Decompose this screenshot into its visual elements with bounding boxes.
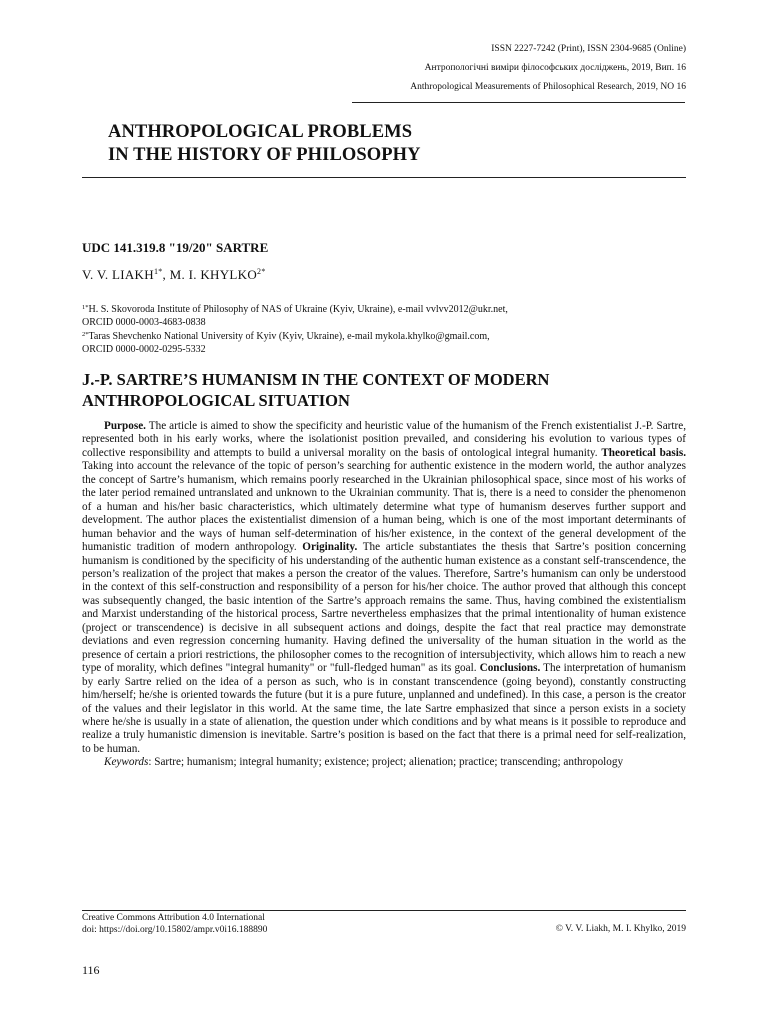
author-2-name: M. I. KHYLKO [169, 267, 258, 282]
license-text: Creative Commons Attribution 4.0 International [82, 913, 265, 923]
header-rule [352, 102, 685, 103]
affiliation-2-text: Taras Shevchenko National University of Kyiv (Kyiv, Ukraine), e-mail mykola.khylko@gmail.com, [88, 331, 490, 342]
author-separator: , [162, 267, 170, 282]
abstract-paragraph [82, 420, 686, 756]
article-title-line-2: ANTHROPOLOGICAL SITUATION [82, 391, 350, 410]
article-title [82, 369, 692, 411]
section-heading-line-2: IN THE HISTORY OF PHILOSOPHY [108, 145, 421, 165]
page-number: 116 [82, 963, 100, 977]
originality-text: The article substantiates the thesis that Sartre’s position concerning humanism is conditioned by the specificity of his understanding of the authentic human existence as a constant self-transcendence, the person’s realization of the project that makes a person the creator of the values. Therefore, Sartre’s humanism can only be understood in the context of this self-construction and responsibility of a person for his/her choice. The author proved that although this concept was subsequently changed, the basic intention of the Sartre’s approach remains the same. Thus, having combined the existentialism and Marxist understanding of the historical process, Sartre nevertheless emphasizes that the primal intentionality of human existence (project or transcendence) is decisive in all subsequent actions and doings, despite the fact that real practice may demonstrate deviations and even regression concerning humanity. Having defined the universality of the human situation in the world as the presence of certain a priori restrictions, the philosopher comes to the recognition of intersubjectivity, which allows him to reach a new type of morality, which defines "integral humanity" or "full-fledged human" as its goal. [82, 541, 686, 675]
conclusions-label: Conclusions. [479, 662, 541, 675]
section-heading-line-1: ANTHROPOLOGICAL PROBLEMS [108, 122, 413, 142]
affiliation-1 [82, 302, 692, 317]
copyright-notice: © V. V. Liakh, M. I. Khylko, 2019 [555, 924, 686, 934]
keywords-paragraph [82, 756, 686, 769]
doi-link[interactable]: doi: https://doi.org/10.15802/ampr.v0i16.188890 [82, 924, 268, 935]
footer-rule [82, 910, 686, 911]
affiliation-2 [82, 329, 692, 344]
keywords-text: : Sartre; humanism; integral humanity; existence; project; alienation; practice; transcending; anthropology [148, 756, 624, 769]
purpose-text: The article is aimed to show the specificity and heuristic value of the humanism of the French existentialist J.-P. Sartre, represented both in his early works, where the isolationist position prevailed, and considering his evolution to various types of collective responsibility and attempts to build a universal morality on the basis of ontological integral humanity. [82, 420, 686, 459]
journal-title-en: Anthropological Measurements of Philosophical Research, 2019, NO 16 [410, 82, 686, 92]
purpose-label: Purpose. [104, 420, 146, 432]
author-1-name: V. V. LIAKH [82, 267, 154, 282]
affiliation-2-orcid: ORCID 0000-0002-0295-5332 [82, 343, 206, 355]
affiliation-2-marker: 2* [82, 331, 89, 338]
journal-title-ua: Антропологічні виміри філософських досліджень, 2019, Вип. 16 [424, 63, 686, 73]
affiliation-1-orcid: ORCID 0000-0003-4683-0838 [82, 316, 206, 328]
author-2-marker: 2* [257, 267, 266, 276]
issn-line: ISSN 2227-7242 (Print), ISSN 2304-9685 (Online) [491, 44, 686, 54]
originality-label: Originality. [302, 541, 358, 554]
abstract [82, 420, 686, 770]
article-title-line-1: J.-P. SARTRE’S HUMANISM IN THE CONTEXT OF MODERN [82, 370, 550, 389]
footer-license-block [82, 913, 267, 936]
conclusions-text: The interpretation of humanism by early Sartre relied on the idea of a person as such, who is in constant transcendence (going beyond), constantly constructing him/herself; he/she is oriented towards the future (but it is a pure future, unplanned and undefined). In this case, a person is the creator of the values and their legislator in this world. At the same time, the late Sartre emphasized that since a person exists in a society where he/she is usually in a state of alienation, the question under which conditions and by what means is it possible to reproduce and realize a truly humanistic dimension is inevitable. Sartre’s position is based on the fact that there is a primal need for self-realization, to be human. [82, 662, 687, 755]
theoretical-basis-text: Taking into account the relevance of the topic of person’s searching for authentic existence in the modern world, the author analyzes the concept of Sartre’s humanism, which remains poorly researched in the Ukrainian philosophical space, since most of his works of the later period remained untranslated and unknown to the Ukrainian community. That is, there is a need to consider the phenomenon of a human and his/her basic characteristics, which ultimately determine what type of humanism deserves further support and development. The author places the existentialist dimension of a human being, which is one of the most important determinants of human behavior and the ways of human self-determination of his/her existence, in the context of the general development of the humanistic tradition of modern anthropology. [82, 460, 686, 554]
keywords-label: Keywords [104, 756, 149, 769]
affiliation-1-text: H. S. Skovoroda Institute of Philosophy of NAS of Ukraine (Kyiv, Ukraine), e-mail vvlvv2012@ukr.net, [88, 304, 508, 315]
author-1-marker: 1* [153, 267, 163, 276]
affiliation-1-marker: 1* [82, 304, 89, 311]
udc-code: UDC 141.319.8 "19/20" SARTRE [82, 240, 269, 255]
section-heading [108, 121, 421, 167]
section-rule [82, 177, 686, 178]
affiliations [82, 302, 692, 356]
author-line [82, 267, 266, 283]
theoretical-basis-label: Theoretical basis. [601, 446, 686, 459]
